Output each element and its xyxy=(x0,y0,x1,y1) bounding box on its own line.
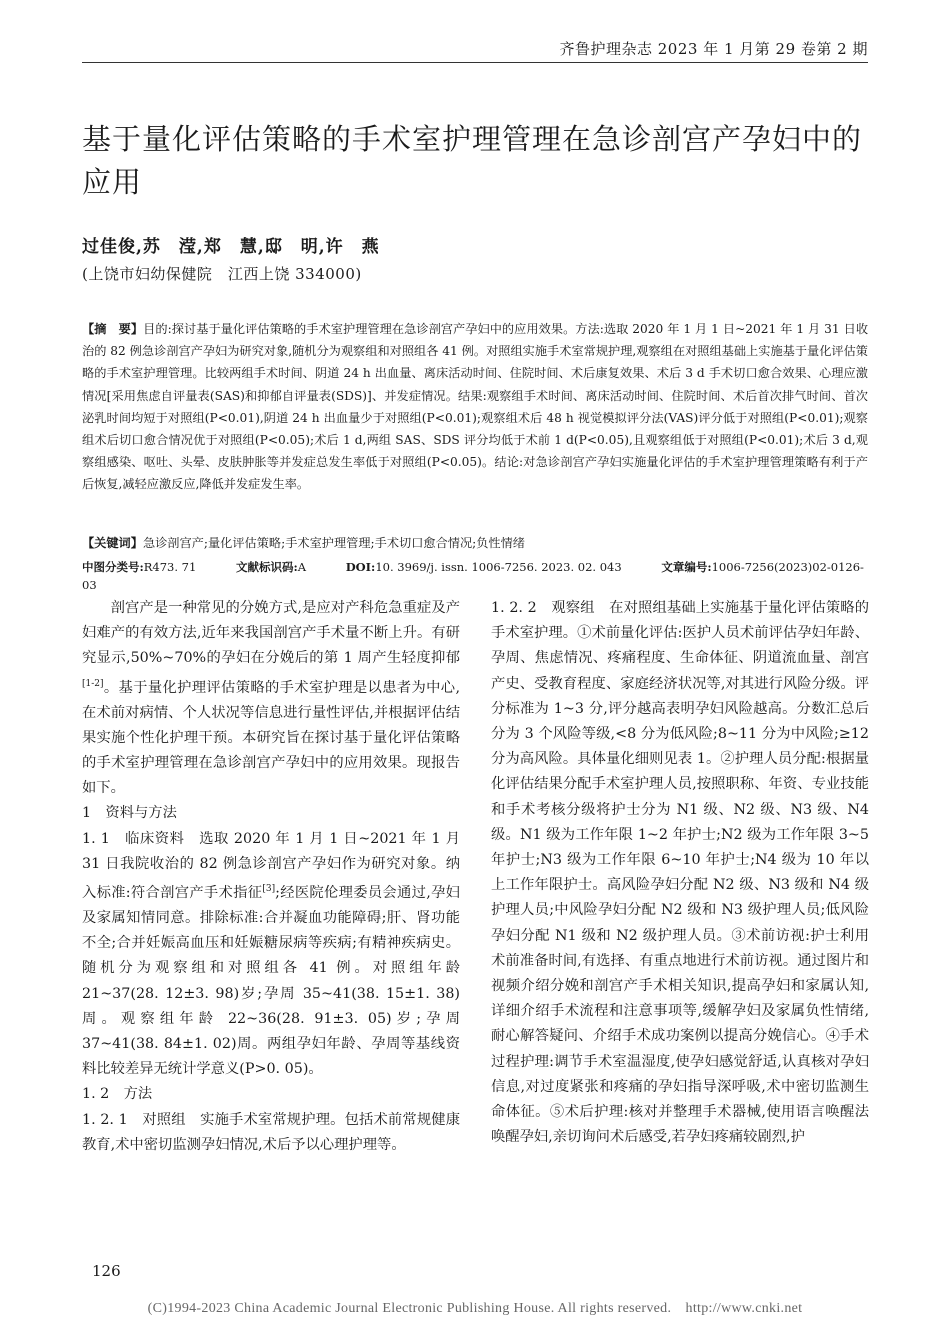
author-affiliation: (上饶市妇幼保健院 江西上饶 334000) xyxy=(82,265,362,283)
citation: [3] xyxy=(262,884,276,894)
abstract-label: 【摘 要】 xyxy=(82,322,144,336)
section-1-2-1: 1. 2. 1 对照组 实施手术室常规护理。包括术前常规健康教育,术中密切监测孕妇情况,术后予以心理护理等。 xyxy=(82,1111,461,1153)
running-header: 齐鲁护理杂志 2023 年 1 月第 29 卷第 2 期 xyxy=(559,40,868,58)
citation: [1-2] xyxy=(82,678,104,689)
doi: DOI:10. 3969/j. issn. 1006-7256. 2023. 02. 043 xyxy=(345,560,622,574)
keywords-label: 【关键词】 xyxy=(82,536,143,550)
section-heading-1-2: 1. 2 方法 xyxy=(82,1086,153,1103)
keywords xyxy=(82,533,868,553)
section-1-1: 1. 1 临床资料 选取 2020 年 1 月 1 日~2021 年 1 月 31 日我院收治的 82 例急诊剖宫产孕妇作为研究对象。纳入标准:符合剖宫产手术指征[3];经医院伦理委员会通过,孕妇及家属知情同意。排除标准:合并凝血功能障碍;肝、肾功能不全;合并妊娠高血压和妊娠糖尿病等疾病;有精神疾病史。随机分为观察组和对照组各 41 例。对照组年龄 21~37(28. 12±3. 98)岁;孕周 35~41(38. 15±1. 38)周。观察组年龄 22~36(28. 91±3. 05)岁;孕周 37~41(38. 84±1. 02)周。两组孕妇年龄、孕周等基线资料比较差异无统计学意义(P>0. 05)。 xyxy=(82,830,461,1078)
body-column-left xyxy=(82,596,460,1158)
page-number: 126 xyxy=(92,1262,121,1280)
abstract xyxy=(82,318,868,496)
section-heading-1: 1 资料与方法 xyxy=(82,805,177,822)
clc-number: 中图分类号:R473. 71 xyxy=(82,560,197,574)
classification-line xyxy=(82,558,868,594)
document-code: 文献标识码:A xyxy=(235,560,307,574)
body-column-right xyxy=(491,596,869,1150)
article-title: 基于量化评估策略的手术室护理管理在急诊剖宫产孕妇中的应用 xyxy=(82,122,863,199)
abstract-text: 目的:探讨基于量化评估策略的手术室护理管理在急诊剖宫产孕妇中的应用效果。方法:选取 2020 年 1 月 1 日~2021 年 1 月 31 日收治的 82 例急诊剖宫产孕妇为研究对象,随机分为观察组和对照组各 41 例。对照组实施手术室常规护理,观察组在对照组基础上实施基于量化评估策略的手术室护理管理。比较两组手术时间、阴道 24 h 出血量、离床活动时间、住院时间、术后康复效果、术后 3 d 手术切口愈合效果、心理应激情况[采用焦虑自评量表(SAS)和抑郁自评量表(SDS)]、并发症情况。结果:观察组手术时间、离床活动时间、住院时间、术后首次排气时间、首次泌乳时间均短于对照组(P<0.01),阴道 24 h 出血量少于对照组(P<0.01);观察组术后 48 h 视觉模拟评分法(VAS)评分低于对照组(P<0.01);观察组术后切口愈合情况优于对照组(P<0.05);术后 1 d,两组 SAS、SDS 评分均低于术前 1 d(P<0.05),且观察组低于对照组(P<0.01);术后 3 d,观察组感染、呕吐、头晕、皮肤肿胀等并发症总发生率低于对照组(P<0.05)。结论:对急诊剖宫产孕妇实施量化评估的手术室护理管理策略有利于产后恢复,减轻应激反应,降低并发症发生率。 xyxy=(82,322,869,492)
intro-paragraph: 剖宫产是一种常见的分娩方式,是应对产科危急重症及产妇难产的有效方法,近年来我国剖宫产手术量不断上升。有研究显示,50%~70%的孕妇在分娩后的第 1 周产生轻度抑郁[1-2]。基于量化护理评估策略的手术室护理是以患者为中心,在术前对病情、个人状况等信息进行量性评估,并根据评估结果实施个性化护理干预。本研究旨在探讨基于量化评估策略的手术室护理管理在急诊剖宫产孕妇中的应用效果。现报告如下。 xyxy=(82,600,460,797)
article-authors: 过佳俊,苏 滢,郑 慧,邸 明,许 燕 xyxy=(82,237,380,257)
article-number: 文章编号:1006-7256(2023)02-0126-03 xyxy=(82,560,864,592)
keywords-text: 急诊剖宫产;量化评估策略;手术室护理管理;手术切口愈合情况;负性情绪 xyxy=(142,536,525,550)
header-divider xyxy=(82,62,868,63)
section-1-2-2: 1. 2. 2 观察组 在对照组基础上实施基于量化评估策略的手术室护理。①术前量化评估:医护人员术前评估孕妇年龄、孕周、焦虑情况、疼痛程度、生命体征、阴道流血量、剖宫产史、受教育程度、家庭经济状况等,对其进行风险分级。评分标准为 1~3 分,评分越高表明孕妇风险越高。分数汇总后分为 3 个风险等级,<8 分为低风险;8~11 分为中风险;≥12 分为高风险。具体量化细则见表 1。②护理人员分配:根据量化评估结果分配手术室护理人员,按照职称、年资、专业技能和手术考核分级将护士分为 N1 级、N2 级、N3 级、N4 级。N1 级为工作年限 1~2 年护士;N2 级为工作年限 3~5 年护士;N3 级为工作年限 6~10 年护士;N4 级为 10 年以上工作年限护士。高风险孕妇分配 N2 级、N3 级和 N4 级护理人员;中风险孕妇分配 N2 级和 N3 级护理人员;低风险孕妇分配 N1 级和 N2 级护理人员。③术前访视:护士利用术前准备时间,有选择、有重点地进行术前访视。通过图片和视频介绍分娩和剖宫产手术相关知识,提高孕妇和家属认知,详细介绍手术流程和注意事项等,缓解孕妇及家属负性情绪,耐心解答疑问、介绍手术成功案例以提高分娩信心。④手术过程护理:调节手术室温湿度,使孕妇感觉舒适,认真核对孕妇信息,对过度紧张和疼痛的孕妇指导深呼吸,术中密切监测生命体征。⑤术后护理:核对并整理手术器械,使用语言唤醒法唤醒孕妇,亲切询问术后感受,若孕妇疼痛较剧烈,护 xyxy=(491,600,870,1146)
copyright-footer: (C)1994-2023 China Academic Journal Electronic Publishing House. All rights reserved. http://www.cnki.net xyxy=(147,1301,803,1316)
